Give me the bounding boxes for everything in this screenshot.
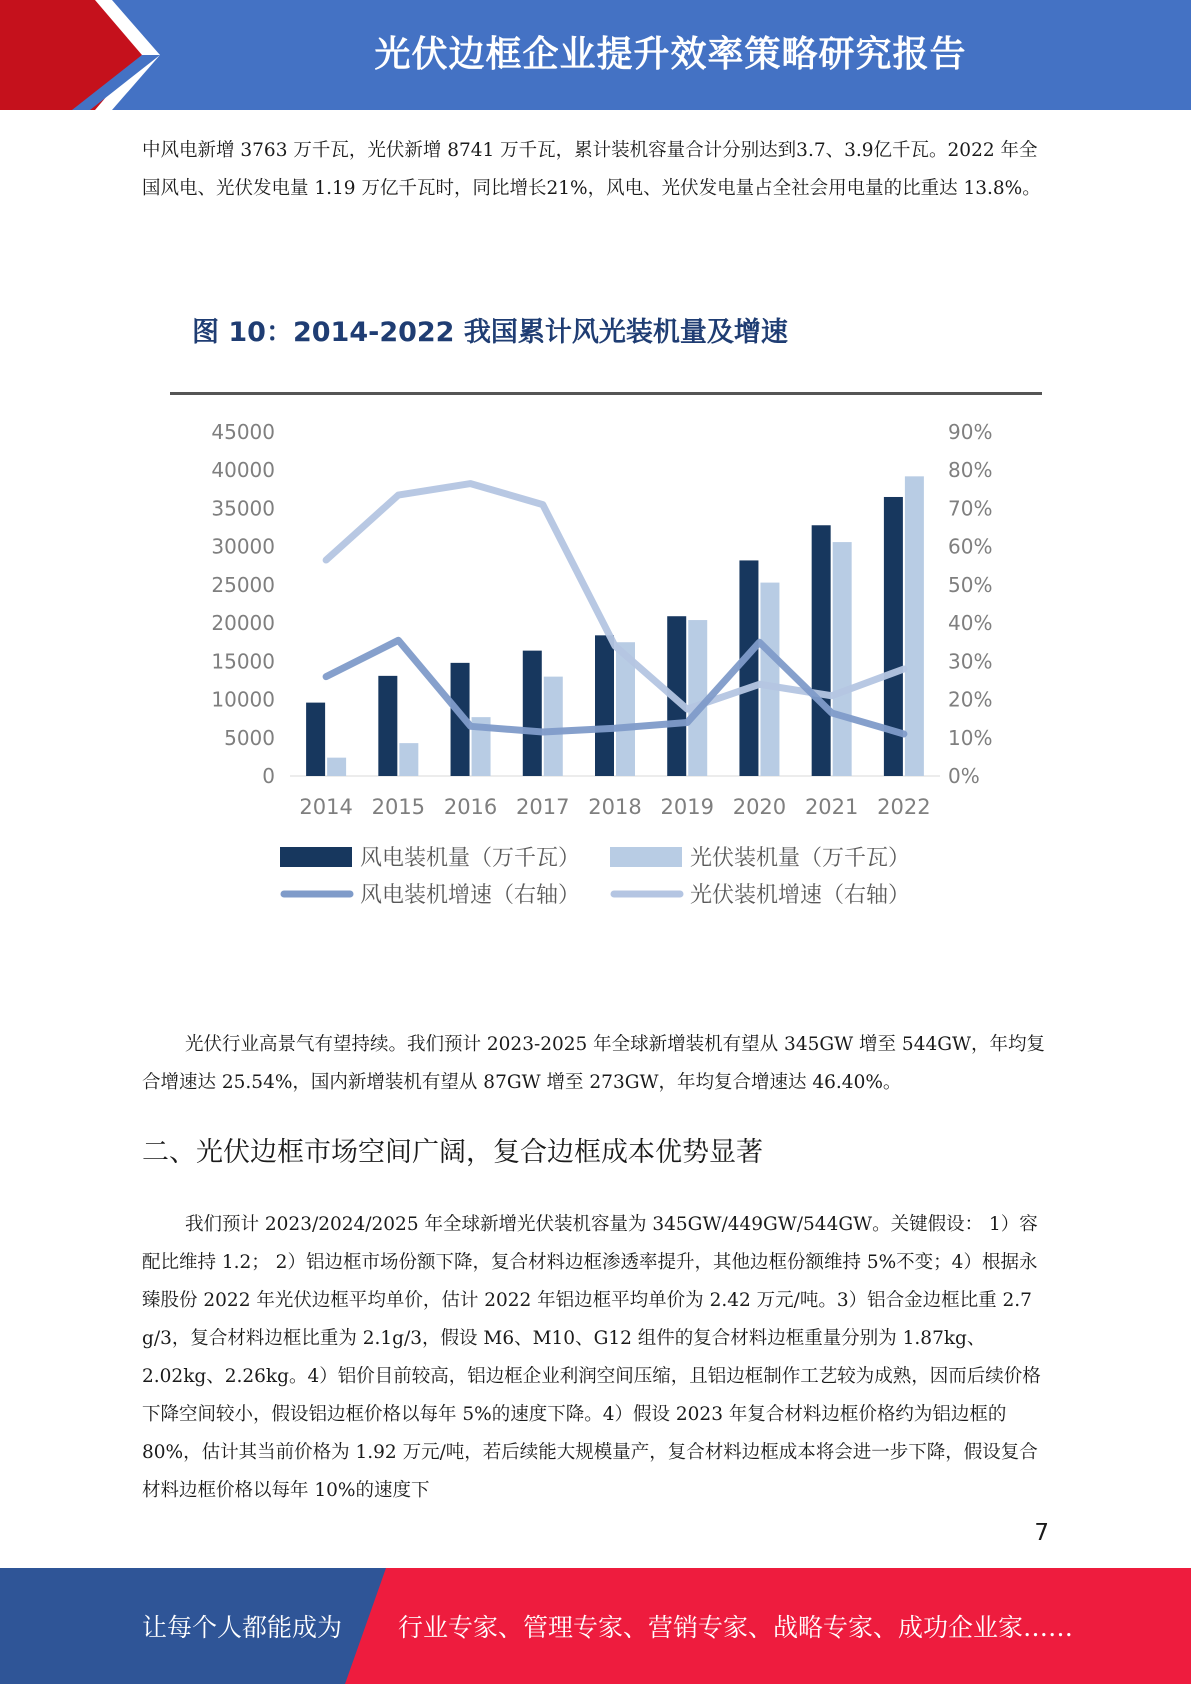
x-tick-label: 2021 <box>804 795 859 819</box>
section-heading: 二、光伏边框市场空间广阔，复合边框成本优势显著 <box>142 1137 763 1168</box>
footer-slogan-left: 让每个人都能成为 <box>142 1613 343 1642</box>
solar-capacity-bar <box>760 583 779 776</box>
legend-label: 风电装机增速（右轴） <box>360 883 581 908</box>
legend-swatch <box>280 847 352 867</box>
left-tick-label: 10000 <box>211 687 275 712</box>
left-tick-label: 25000 <box>211 572 275 597</box>
x-tick-label: 2020 <box>732 795 787 819</box>
left-tick-label: 35000 <box>211 496 275 521</box>
right-tick-label: 70% <box>948 496 993 521</box>
solar-capacity-bar <box>833 542 852 776</box>
left-tick-label: 20000 <box>211 611 275 636</box>
wind-capacity-bar <box>739 560 758 776</box>
left-tick-label: 5000 <box>224 725 275 750</box>
legend-label: 光伏装机增速（右轴） <box>690 883 911 908</box>
x-tick-label: 2016 <box>443 795 498 819</box>
right-tick-label: 50% <box>948 572 993 597</box>
right-axis <box>948 420 992 788</box>
header-arrow-decoration <box>0 0 160 110</box>
x-tick-label: 2018 <box>588 795 642 819</box>
right-tick-label: 60% <box>948 534 993 559</box>
wind-capacity-bar <box>306 703 325 776</box>
right-tick-label: 40% <box>948 611 993 636</box>
right-tick-label: 10% <box>948 725 993 750</box>
x-tick-label: 2022 <box>877 795 931 819</box>
x-tick-label: 2019 <box>660 795 714 819</box>
footer-slogan-right: 行业专家、管理专家、营销专家、战略专家、成功企业家…… <box>398 1613 1074 1642</box>
legend-label: 风电装机量（万千瓦） <box>360 846 581 871</box>
page-number: 7 <box>1034 1520 1049 1546</box>
page-footer <box>0 1568 1191 1684</box>
legend-label: 光伏装机量（万千瓦） <box>690 846 911 871</box>
outlook-paragraph: 光伏行业高景气有望持续。我们预计 2023-2025 年全球新增装机有望从 345GW 增至 544GW，年均复合增速达 25.54%，国内新增装机有望从 87GW 增至 273GW，年均复合增速达 46.40%。 <box>142 1034 1046 1093</box>
chart-title-divider <box>170 392 1042 395</box>
forecast-paragraph: 我们预计 2023/2024/2025 年全球新增光伏装机容量为 345GW/449GW/544GW。关键假设： 1）容配比维持 1.2； 2）铝边框市场份额下降，复合材料边框渗透率提升，其他边框份额维持 5%不变；4）根据永臻股份 2022 年光伏边框平均单价，估计 2022 年铝边框平均单价为 2.42 万元/吨。3）铝合金边框比重 2.7 g/3，复合材料边框比重为 2.1g/3，假设 M6、M10、G12 组件的复合材料边框重量分别为 1.87kg、2.02kg、2.26kg。4）铝价目前较高，铝边框企业利润空间压缩，且铝边框制作工艺较为成熟，因而后续价格下降空间较小，假设铝边框价格以每年 5%的速度下降。4）假设 2023 年复合材料边框价格约为铝边框的 80%，估计其当前价格为 1.92 万元/吨，若后续能大规模量产，复合材料边框成本将会进一步下降，假设复合材料边框价格以每年 10%的速度下 <box>142 1214 1041 1501</box>
chart-title: 图 10：2014-2022 我国累计风光装机量及增速 <box>192 317 788 348</box>
left-tick-label: 40000 <box>211 458 275 483</box>
x-axis-labels <box>299 795 930 819</box>
intro-paragraph: 中风电新增 3763 万千瓦，光伏新增 8741 万千瓦，累计装机容量合计分别达到3.7、3.9亿千瓦。2022 年全国风电、光伏发电量 1.19 万亿千瓦时，同比增长21%，风电、光伏发电量占全社会用电量的比重达 13.8%。 <box>142 140 1041 199</box>
left-tick-label: 15000 <box>211 649 275 674</box>
left-tick-label: 30000 <box>211 534 275 559</box>
left-tick-label: 45000 <box>211 420 275 444</box>
solar-capacity-bar <box>327 758 346 776</box>
right-tick-label: 20% <box>948 687 993 712</box>
right-tick-label: 30% <box>948 649 993 674</box>
x-tick-label: 2014 <box>299 795 353 819</box>
wind-capacity-bar <box>523 651 542 776</box>
wind-capacity-bar <box>378 676 397 776</box>
left-tick-label: 0 <box>262 764 275 788</box>
chart-legend <box>280 846 910 908</box>
wind-capacity-bar <box>595 635 614 776</box>
right-tick-label: 90% <box>948 420 993 444</box>
right-tick-label: 0% <box>948 764 980 788</box>
solar-capacity-bar <box>399 743 418 776</box>
report-title: 光伏边框企业提升效率策略研究报告 <box>374 34 967 75</box>
legend-swatch <box>610 847 682 867</box>
solar-capacity-bar <box>688 620 707 776</box>
right-tick-label: 80% <box>948 458 993 483</box>
page-header <box>0 0 1191 110</box>
solar-capacity-bar <box>905 476 924 776</box>
solar-capacity-bar <box>544 677 563 776</box>
wind-capacity-bar <box>812 525 831 776</box>
capacity-chart <box>170 400 1040 920</box>
x-tick-label: 2017 <box>516 795 570 819</box>
x-tick-label: 2015 <box>371 795 426 819</box>
